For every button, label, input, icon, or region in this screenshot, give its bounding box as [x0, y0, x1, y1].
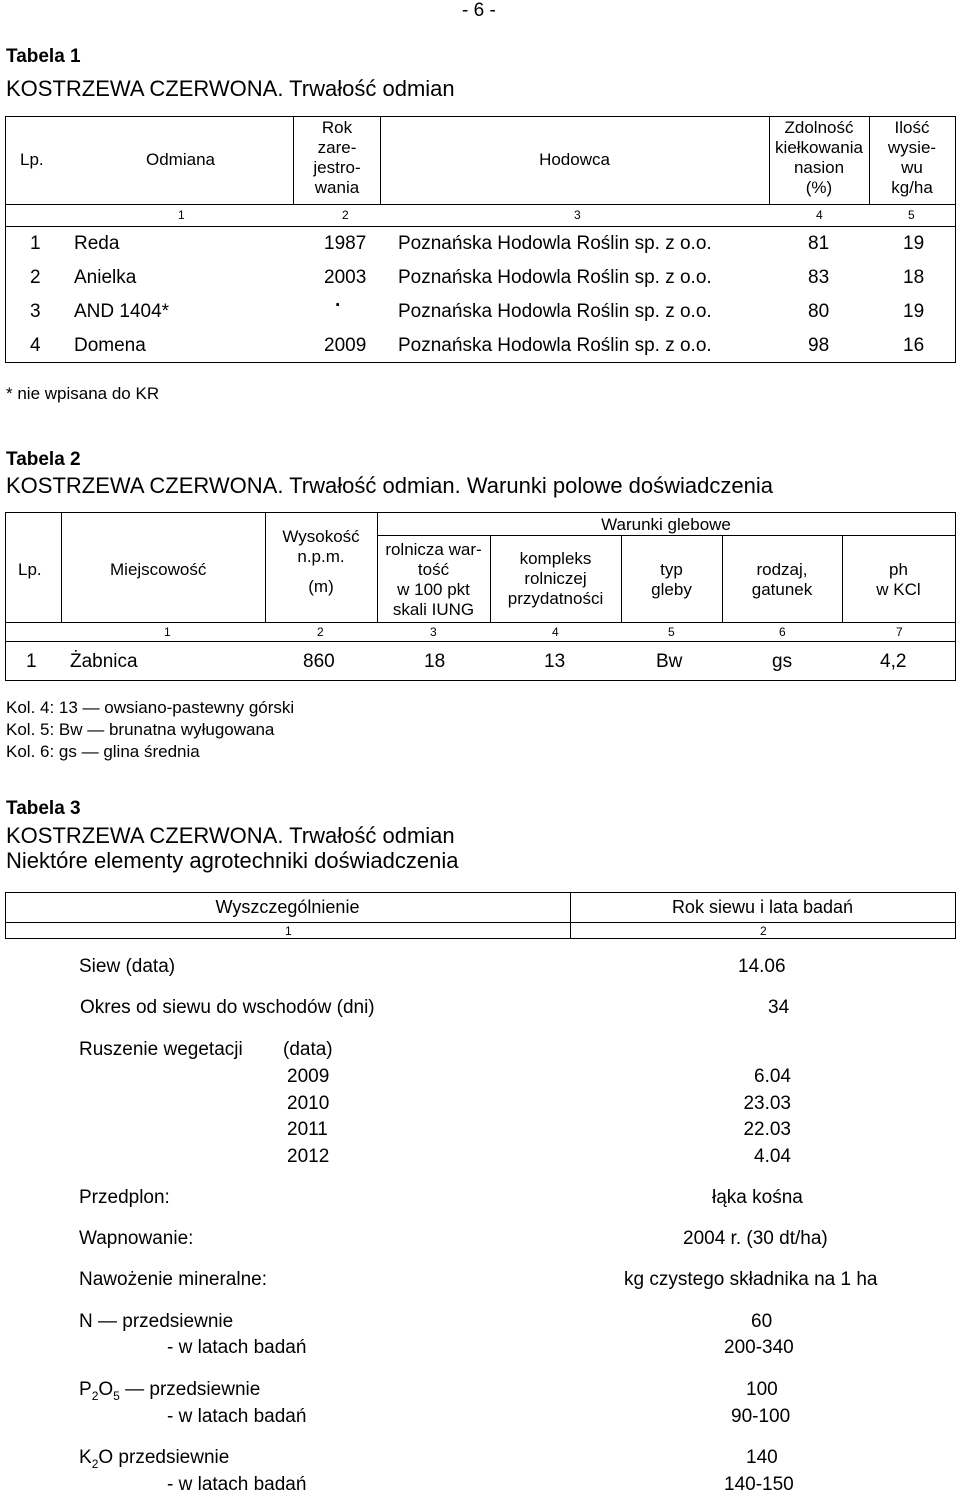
ruszenie-value: 4.04: [754, 1146, 791, 1167]
ruszenie-year: 2012: [287, 1146, 330, 1167]
t3-header-rok: Rok siewu i lata badań: [671, 897, 854, 917]
p-sub-value: 90-100: [731, 1406, 791, 1427]
table2-note: Kol. 4: 13 — owsiano-pastewny górski: [6, 698, 295, 717]
table1-label: Tabela 1: [6, 46, 81, 67]
table2-note: Kol. 6: gs — glina średnia: [6, 742, 200, 761]
t2-colnum: 3: [430, 625, 437, 639]
t2-header-warunki: Warunki glebowe: [601, 515, 731, 534]
p-label: $P_2O_5$ — przedsiewnie: [79, 1379, 261, 1403]
t2-header-kompleks: kompleks rolniczej przydatności: [507, 549, 604, 608]
okres-label: Okres od siewu do wschodów (dni): [80, 997, 375, 1018]
przedplon-value: łąka kośna: [712, 1187, 803, 1208]
nawozenie-value: kg czystego składnika na 1 ha: [624, 1269, 878, 1290]
t2-header-ph: ph w KCl: [876, 560, 921, 599]
p-value: 100: [746, 1379, 778, 1400]
t2-colnum: 2: [317, 625, 324, 639]
page-number: - 6 -: [462, 0, 496, 21]
table3-label: Tabela 3: [6, 798, 81, 819]
przedplon-label: Przedplon:: [79, 1187, 170, 1208]
t1-header-rok: Rok zare- jestro- wania: [313, 118, 361, 197]
t1-header-hodowca: Hodowca: [539, 150, 610, 169]
n-sub-value: 200-340: [724, 1337, 794, 1358]
n-value: 60: [751, 1311, 773, 1332]
t1-header-lp: Lp.: [20, 150, 44, 169]
k-label: $K_2O$ przedsiewnie: [79, 1447, 230, 1471]
k-sub-label: - w latach badań: [167, 1474, 307, 1495]
p-sub-label: - w latach badań: [167, 1406, 307, 1427]
t2-header-rodzaj: rodzaj, gatunek: [751, 560, 813, 599]
table2-title: KOSTRZEWA CZERWONA. Trwałość odmian. Warunki polowe doświadczenia: [6, 473, 773, 498]
ruszenie-year: 2011: [287, 1119, 328, 1140]
table1-footnote: * nie wpisana do KR: [6, 384, 160, 403]
t2-colnum: 6: [779, 625, 786, 639]
wapnowanie-label: Wapnowanie:: [79, 1228, 194, 1249]
ruszenie-value: 23.03: [743, 1093, 791, 1114]
t3-colnum: 2: [760, 924, 767, 938]
t1-header-odmiana: Odmiana: [146, 150, 215, 169]
ruszenie-value: 6.04: [754, 1066, 791, 1087]
ruszenie-label: Ruszenie wegetacji: [79, 1039, 243, 1060]
t1-colnum: 1: [178, 208, 185, 222]
table3-title: KOSTRZEWA CZERWONA. Trwałość odmian: [6, 823, 455, 848]
t1-header-ilosc: Ilość wysie- wu kg/ha: [887, 118, 937, 197]
t2-header-lp: Lp.: [18, 560, 42, 579]
t1-colnum: 2: [342, 208, 349, 222]
t2-colnum: 4: [552, 625, 559, 639]
t2-header-miejscowosc: Miejscowość: [110, 560, 207, 579]
wapnowanie-value: 2004 r. (30 dt/ha): [683, 1228, 828, 1249]
t1-header-zdolnosc: Zdolność kiełkowania nasion (%): [775, 118, 863, 197]
n-sub-label: - w latach badań: [167, 1337, 307, 1358]
t1-colnum: 3: [574, 208, 581, 222]
t3-header-wyszczegolnienie: Wyszczególnienie: [215, 897, 360, 917]
nawozenie-label: Nawożenie mineralne:: [79, 1269, 267, 1290]
table2-label: Tabela 2: [6, 449, 81, 470]
t2-header-rolnicza: rolnicza war- tość w 100 pkt skali IUNG: [385, 540, 482, 619]
table3-subtitle: Niektóre elementy agrotechniki doświadczenia: [6, 848, 459, 873]
table2-note: Kol. 5: Bw — brunatna wyługowana: [6, 720, 275, 739]
t2-colnum: 1: [164, 625, 171, 639]
n-label: N — przedsiewnie: [79, 1311, 234, 1332]
t2-header-typ: typ gleby: [651, 560, 692, 599]
table1-title: KOSTRZEWA CZERWONA. Trwałość odmian: [6, 76, 455, 101]
ruszenie-value: 22.03: [743, 1119, 791, 1140]
t3-colnum: 1: [285, 924, 292, 938]
ruszenie-year: 2010: [287, 1093, 330, 1114]
t2-header-wysokosc: Wysokość n.p.m. (m): [282, 527, 360, 596]
siew-label: Siew (data): [79, 956, 176, 977]
ruszenie-year: 2009: [287, 1066, 330, 1087]
k-value: 140: [746, 1447, 778, 1468]
okres-value: 34: [768, 997, 790, 1018]
k-sub-value: 140-150: [724, 1474, 794, 1495]
t1-colnum: 4: [816, 208, 823, 222]
siew-value: 14.06: [738, 956, 786, 977]
t2-colnum: 7: [896, 625, 903, 639]
t1-colnum: 5: [908, 208, 915, 222]
ruszenie-unit: (data): [283, 1039, 333, 1060]
t2-colnum: 5: [668, 625, 675, 639]
